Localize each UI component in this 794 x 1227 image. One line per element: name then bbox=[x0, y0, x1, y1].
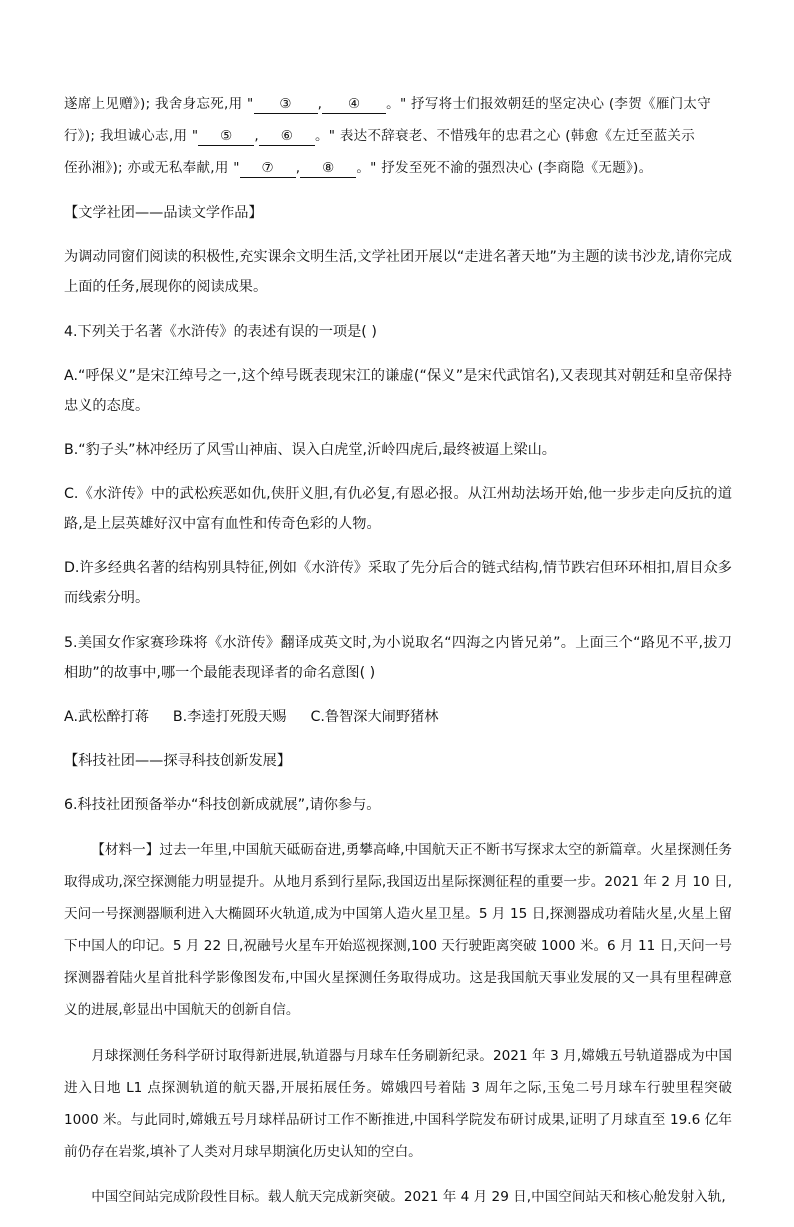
question-5-option-a[interactable]: A.武松醉打蒋 bbox=[64, 708, 149, 725]
question-4-option-a[interactable]: A.“呼保义”是宋江绰号之一,这个绰号既表现宋江的谦虚(“保义”是宋代武馆名),又表现其对朝廷和皇帝保持忠义的态度。 bbox=[64, 367, 732, 414]
poem-text: , bbox=[295, 160, 301, 176]
question-5-option-b[interactable]: B.李逵打死殷天赐 bbox=[172, 708, 287, 725]
material-3: 中国空间站完成阶段性目标。载人航天完成新突破。2021 年 4 月 29 日,中国空间站天和核心舱发射入轨, bbox=[91, 1189, 726, 1206]
blank-7[interactable]: ⑦ bbox=[240, 159, 296, 178]
question-4-option-d[interactable]: D.许多经典名著的结构别具特征,例如《水浒传》采取了先分后合的链式结构,情节跌宕但环环相扣,眉目众多而线索分明。 bbox=[64, 560, 732, 607]
question-5-options bbox=[64, 702, 732, 732]
poem-fill-line-1 bbox=[64, 88, 732, 120]
question-5-option-c[interactable]: C.鲁智深大闹野猪林 bbox=[310, 708, 439, 725]
poem-text: , bbox=[317, 96, 323, 112]
poem-text: 行》); 我坦诚心志,用 " bbox=[64, 128, 199, 144]
blank-3[interactable]: ③ bbox=[254, 95, 318, 114]
poem-text: , bbox=[254, 128, 259, 144]
literature-intro: 为调动同窗们阅读的积极性,充实课余文明生活,文学社团开展以“走进名著天地”为主题的读书沙龙,请你完成上面的任务,展现你的阅读成果。 bbox=[64, 249, 732, 296]
blank-6[interactable]: ⑥ bbox=[259, 127, 315, 146]
poem-text: 。" 抒发至死不渝的强烈决心 (李商隐《无题》)。 bbox=[356, 160, 653, 176]
question-4-option-c[interactable]: C.《水浒传》中的武松疾恶如仇,侠肝义胆,有仇必复,有恩必报。从江州劫法场开始,他一步步走向反抗的道路,是上层英雄好汉中富有血性和传奇色彩的人物。 bbox=[64, 486, 732, 533]
blank-8[interactable]: ⑧ bbox=[300, 159, 356, 178]
section-heading-tech: 【科技社团——探寻科技创新发展】 bbox=[64, 752, 292, 769]
blank-4[interactable]: ④ bbox=[322, 95, 386, 114]
poem-text: 侄孙湘》); 亦或无私奉献,用 " bbox=[64, 160, 240, 176]
exam-page bbox=[64, 88, 732, 1227]
poem-fill-line-3 bbox=[64, 152, 732, 184]
material-1: 【材料一】过去一年里,中国航天砥砺奋进,勇攀高峰,中国航天正不断书写探求太空的新篇章。火星探测任务取得成功,深空探测能力明显提升。从地月系到行星际,我国迈出星际探测征程的重要一步。2021 年 2 月 10 日,天问一号探测器顺利进入大椭圆环火轨道,成为中国第人造火星卫星。5 月 15 日,探测器成功着陆火星,火星上留下中国人的印记。5 月 22 日,祝融号火星车开始巡视探测,100 天行驶距离突破 1000 米。6 月 11 日,天问一号探测器着陆火星首批科学影像图发布,中国火星探测任务取得成功。这是我国航天事业发展的又一具有里程碑意义的进展,彰显出中国航天的创新自信。 bbox=[64, 842, 732, 1019]
poem-text: 。" 抒写将士们报效朝廷的坚定决心 (李贺《雁门太守 bbox=[386, 96, 712, 112]
poem-fill-line-2 bbox=[64, 120, 732, 152]
question-4-stem: 4.下列关于名著《水浒传》的表述有误的一项是( ) bbox=[64, 323, 377, 340]
blank-5[interactable]: ⑤ bbox=[198, 127, 254, 146]
section-heading-literature: 【文学社团——品读文学作品】 bbox=[64, 205, 263, 222]
question-6-stem: 6.科技社团预备举办“科技创新成就展”,请你参与。 bbox=[64, 797, 381, 814]
poem-text: 。" 表达不辞衰老、不惜残年的忠君之心 (韩愈《左迁至蓝关示 bbox=[314, 128, 696, 144]
question-5-stem: 5.美国女作家赛珍珠将《水浒传》翻译成英文时,为小说取名“四海之内皆兄弟”。上面三个“路见不平,拔刀相助”的故事中,哪一个最能表现译者的命名意图( ) bbox=[64, 634, 732, 681]
question-4-option-b[interactable]: B.“豹子头”林冲经历了风雪山神庙、误入白虎堂,沂岭四虎后,最终被逼上梁山。 bbox=[64, 441, 556, 458]
poem-text: 遂席上见赠》); 我舍身忘死,用 " bbox=[64, 96, 254, 112]
material-2: 月球探测任务科学研讨取得新进展,轨道器与月球车任务刷新纪录。2021 年 3 月,嫦娥五号轨道器成为中国进入日地 L1 点探测轨道的航天器,开展拓展任务。嫦娥四号着陆 3 周年之际,玉兔二号月球车行驶里程突破 1000 米。与此同时,嫦娥五号月球样品研讨工作不断推进,中国科学院发布研讨成果,证明了月球直至 19.6 亿年前仍存在岩浆,填补了人类对月球早期演化历史认知的空白。 bbox=[64, 1047, 732, 1160]
